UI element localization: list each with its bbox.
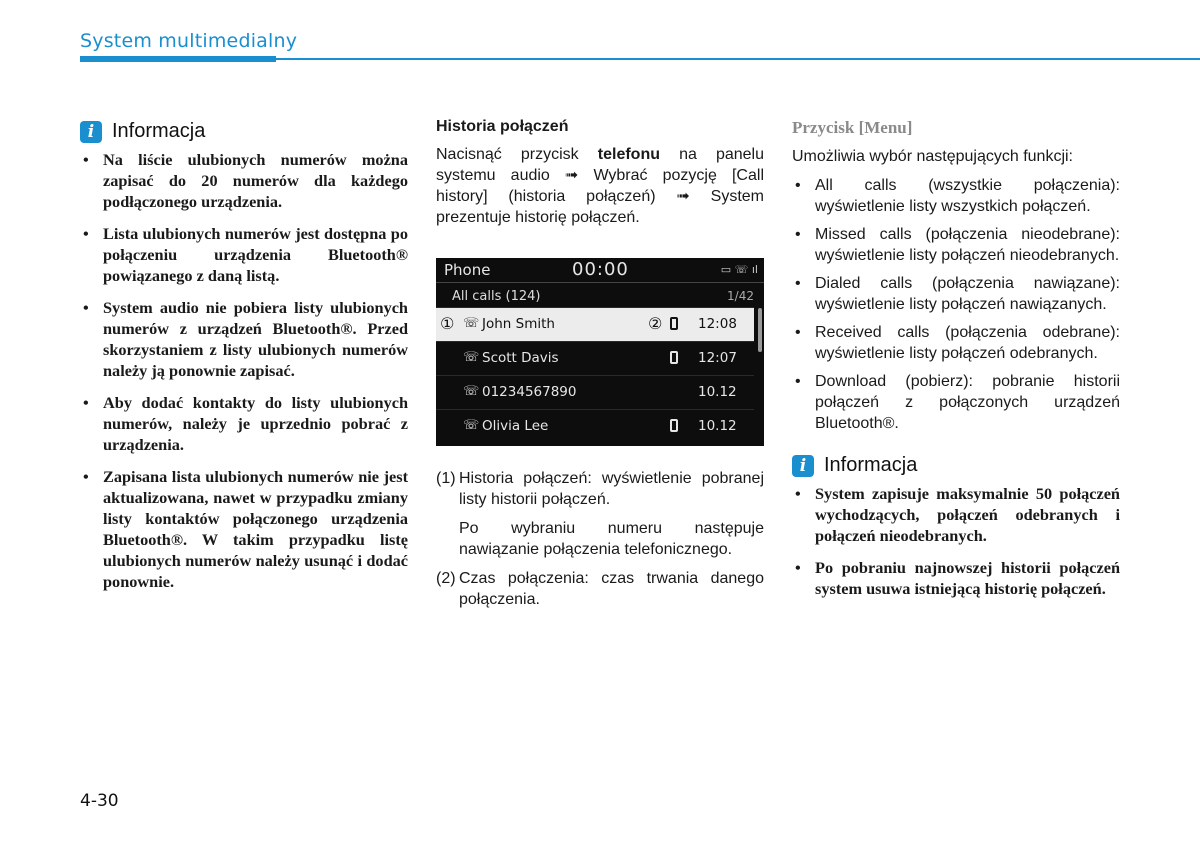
info-title: Informacja xyxy=(824,454,918,476)
phone-list-title: All calls (124) xyxy=(452,289,541,304)
section-title: Historia połączeń xyxy=(436,118,569,135)
menu-intro: Umożliwia wybór następujących funkcji: xyxy=(792,148,1073,165)
info-bullet: • Zapisana lista ulubionych numerów nie jest aktualizowana, nawet w przypadku zmiany listy kontaktów połączonego urządzenia Bluetooth®. W takim przypadku listę ulubionych numerów należy usunąć i dodać ponownie. xyxy=(80,466,408,592)
column-right xyxy=(792,115,1120,610)
mobile-device-icon xyxy=(670,351,678,364)
legend-subtext: Po wybraniu numeru następuje nawiązanie połączenia telefonicznego. xyxy=(459,520,764,558)
section-header-title: System multimedialny xyxy=(80,30,298,52)
header-rule xyxy=(80,58,1200,60)
mobile-device-icon xyxy=(670,419,678,432)
call-outgoing-icon: ☏ xyxy=(463,316,480,331)
intro-text-pre: Nacisnąć przycisk xyxy=(436,146,598,163)
call-row[interactable] xyxy=(436,341,754,375)
phone-list-header xyxy=(436,283,764,307)
phone-status-bar xyxy=(436,258,764,283)
info-bullet: • Lista ulubionych numerów jest dostępna po połączeniu urządzenia Bluetooth® powiązanego z daną listą. xyxy=(80,223,408,286)
info-icon: i xyxy=(80,121,102,143)
phone-status-icons: ▭ ☏ ıl xyxy=(720,263,758,276)
legend-text: Historia połączeń: wyświetlenie pobranej listy historii połączeń. xyxy=(459,470,764,508)
info-heading xyxy=(792,454,1120,477)
column-left xyxy=(80,115,408,603)
info-bullet: • System audio nie pobiera listy ulubionych numerów z urządzeń Bluetooth®. Przed skorzystaniem z listy ulubionych numerów należy ją ponownie zapisać. xyxy=(80,297,408,381)
info-bullet: • Po pobraniu najnowszej historii połączeń system usuwa istniejącą historię połączeń. xyxy=(792,557,1120,599)
info-list xyxy=(792,483,1120,599)
call-name: 01234567890 xyxy=(482,384,577,400)
phone-screen-illustration xyxy=(436,258,764,446)
page-number: 4-30 xyxy=(80,791,119,811)
phone-app-title: Phone xyxy=(444,261,491,279)
column-middle xyxy=(436,115,764,618)
intro-text-bold: telefonu xyxy=(597,146,660,163)
call-name: Scott Davis xyxy=(482,350,559,366)
call-incoming-icon: ☏ xyxy=(463,418,480,433)
legend-text: Czas połączenia: czas trwania danego połączenia. xyxy=(459,570,764,608)
intro-paragraph xyxy=(436,144,764,228)
call-time: 12:07 xyxy=(698,350,737,366)
menu-button-title: Przycisk [Menu] xyxy=(792,118,913,137)
call-name: Olivia Lee xyxy=(482,418,549,434)
callout-marker-2: ② xyxy=(648,314,663,333)
callout-marker-1: ① xyxy=(440,314,455,333)
menu-function-item: • Missed calls (połączenia nieodebrane): wyświetlenie listy połączeń nieodebranych. xyxy=(792,224,1120,266)
call-outgoing-icon: ☏ xyxy=(463,350,480,365)
intro-text-post: na panelu systemu audio ➟ Wybrać pozycję [Call history] (historia połączeń) ➟ System prezentuje historię połączeń. xyxy=(436,146,764,226)
callout-legend xyxy=(436,468,764,610)
info-icon: i xyxy=(792,455,814,477)
menu-function-item: • Received calls (połączenia odebrane): wyświetlenie listy połączeń odebranych. xyxy=(792,322,1120,364)
menu-function-item: • Download (pobierz): pobranie historii połączeń z połączonych urządzeń Bluetooth®. xyxy=(792,371,1120,434)
legend-label: (1) xyxy=(436,470,456,487)
legend-label: (2) xyxy=(436,570,456,587)
legend-item xyxy=(436,468,764,510)
info-bullet: • Aby dodać kontakty do listy ulubionych numerów, należy je uprzednio pobrać z urządzenia. xyxy=(80,392,408,455)
menu-function-list xyxy=(792,175,1120,434)
info-bullet: • Na liście ulubionych numerów można zapisać do 20 numerów dla każdego podłączonego urządzenia. xyxy=(80,149,408,212)
call-time: 12:08 xyxy=(698,316,737,332)
call-time: 10.12 xyxy=(698,418,737,434)
info-bullet: • System zapisuje maksymalnie 50 połączeń wychodzących, połączeń odebranych i połączeń nieodebranych. xyxy=(792,483,1120,546)
mobile-device-icon xyxy=(670,317,678,330)
call-row[interactable] xyxy=(436,409,754,443)
phone-clock: 00:00 xyxy=(572,259,629,280)
legend-item xyxy=(436,568,764,610)
menu-function-item: • Dialed calls (połączenia nawiązane): wyświetlenie listy połączeń nawiązanych. xyxy=(792,273,1120,315)
info-heading xyxy=(80,120,408,143)
call-row[interactable] xyxy=(436,375,754,409)
info-list xyxy=(80,149,408,592)
call-time: 10.12 xyxy=(698,384,737,400)
info-box-2 xyxy=(792,454,1120,599)
phone-scrollbar[interactable] xyxy=(758,308,762,352)
call-name: John Smith xyxy=(482,316,555,332)
info-title: Informacja xyxy=(112,120,206,142)
menu-function-item: • All calls (wszystkie połączenia): wyświetlenie listy wszystkich połączeń. xyxy=(792,175,1120,217)
call-row[interactable] xyxy=(436,307,754,341)
call-incoming-icon: ☏ xyxy=(463,384,480,399)
phone-page-counter: 1/42 xyxy=(727,289,754,303)
